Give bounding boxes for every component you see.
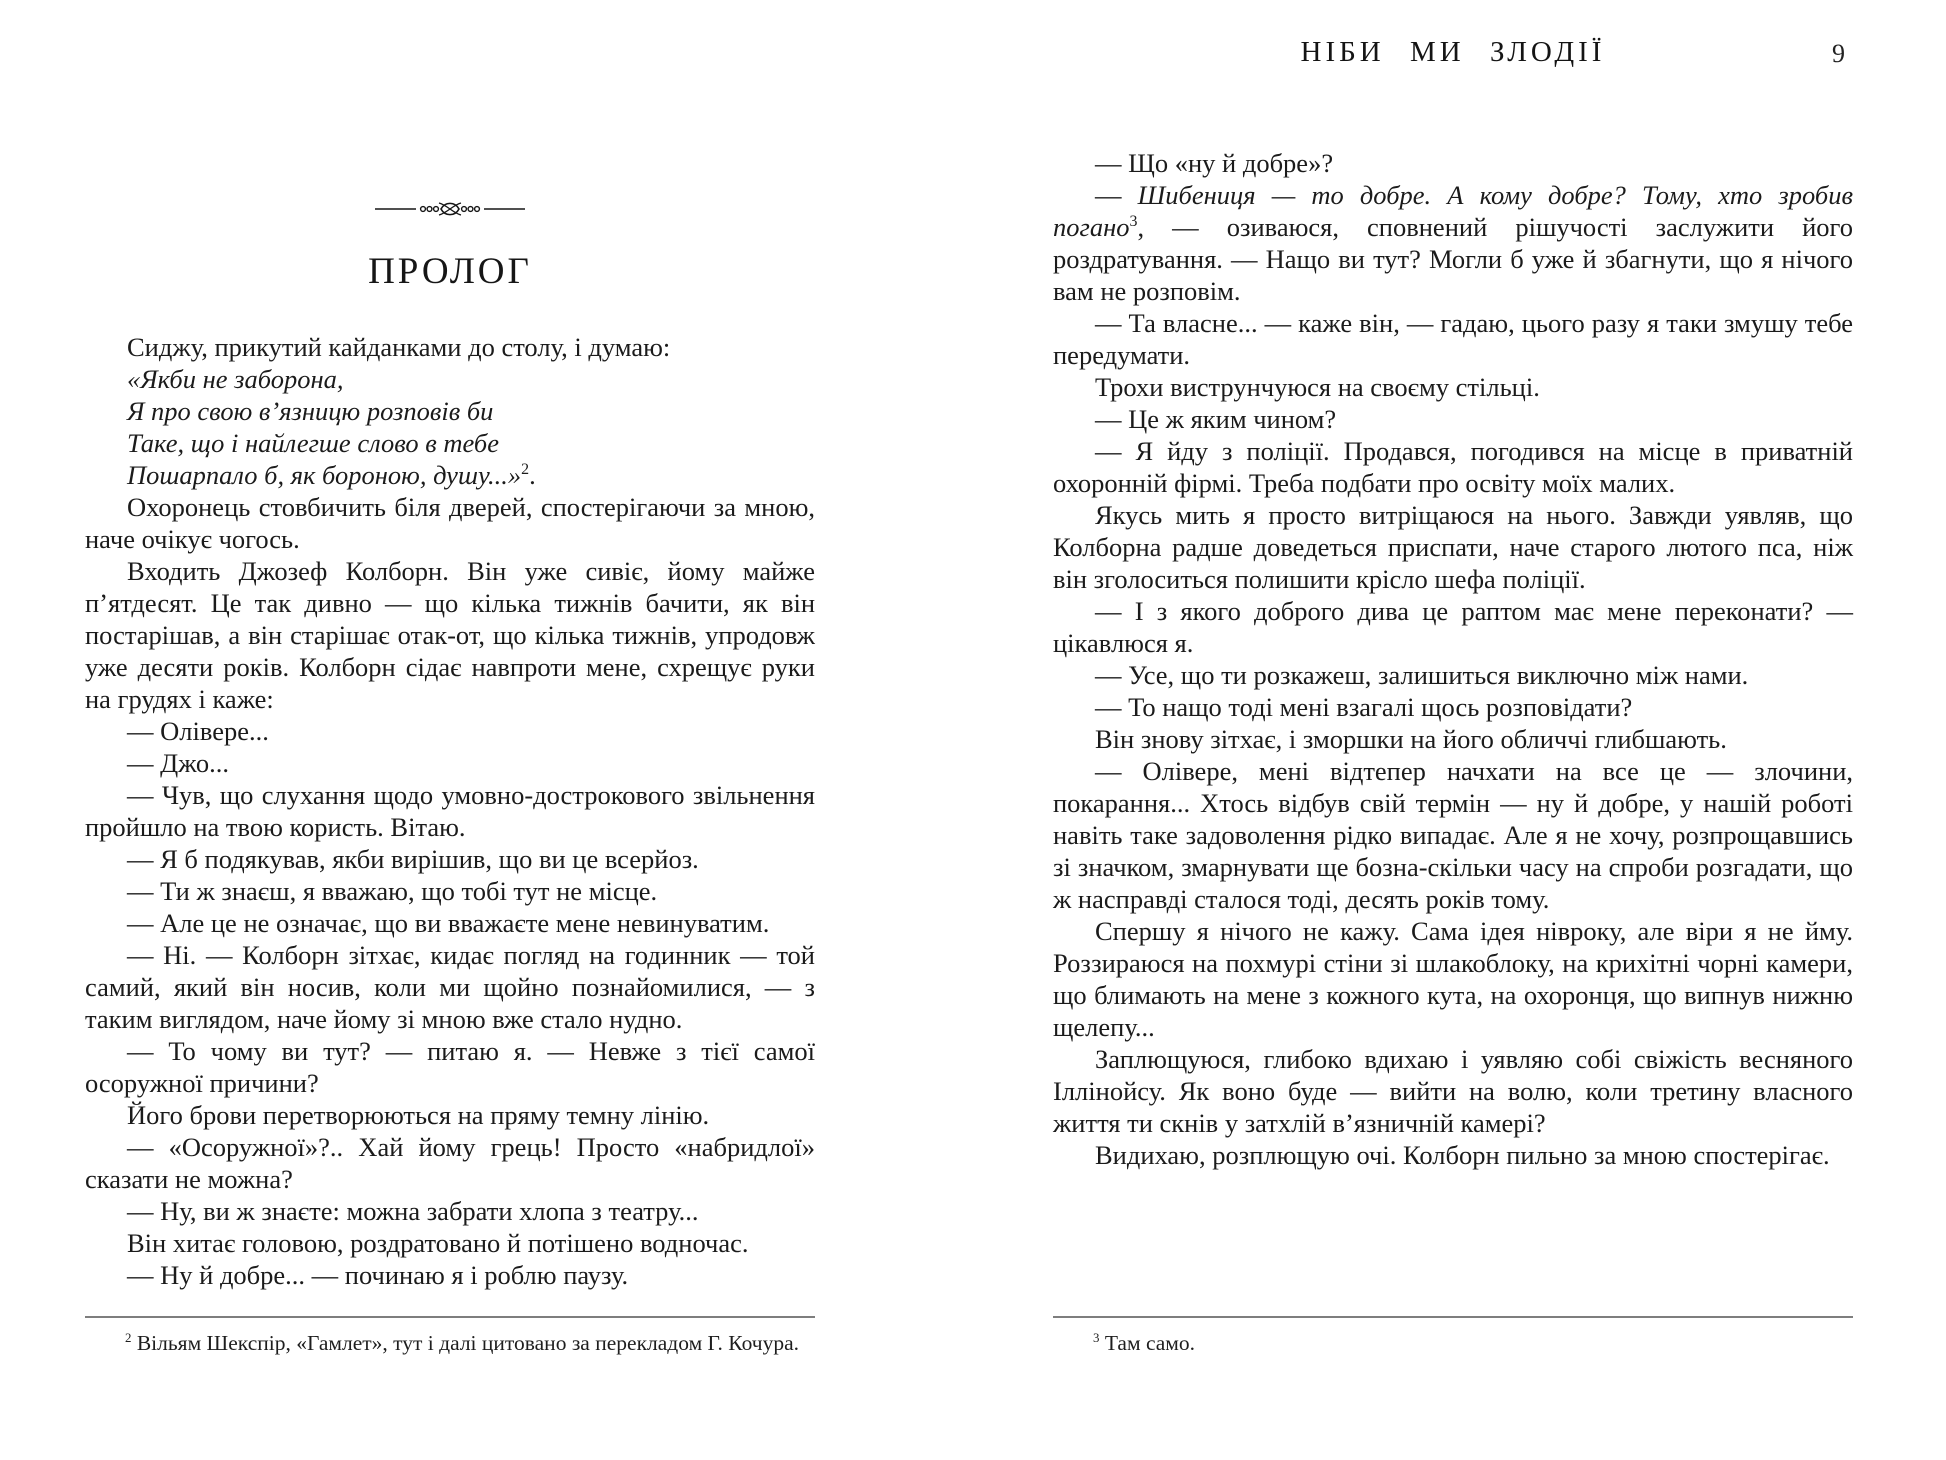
text-run: — Але це не означає, що ви вважаєте мене невинуватим. (127, 908, 770, 938)
paragraph (85, 747, 815, 779)
paragraph (1053, 371, 1853, 403)
right-page-text (1053, 147, 1853, 1171)
paragraph (85, 491, 815, 555)
paragraph (1053, 595, 1853, 659)
text-run: Спершу я нічого не кажу. Сама ідея нівроку, але віри я не йму. Роззираюся на похмурі стіни зі шлакоблоку, на крихітні чорні камери, що блимають на мене з кожного кута, на охоронця, що випнув нижню щелепу... (1053, 916, 1853, 1042)
text-run: Він знову зітхає, і зморшки на його обличчі глибшають. (1095, 724, 1727, 754)
text-run: — Олівере, мені відтепер начхати на все це — злочини, покарання... Хтось відбув свій термін — ну й добре, у нашій роботі навіть таке задоволення рідко випадає. Але я не хочу, розпрощавшись зі значком, змарнувати ще бозна-скільки часу на спроби розгадати, що ж насправді сталося тоді, десять років тому. (1053, 756, 1853, 914)
text-run: Трохи виструнчуюся на своєму стільці. (1095, 372, 1540, 402)
paragraph (85, 555, 815, 715)
paragraph (85, 331, 815, 363)
footnote (85, 1330, 815, 1356)
left-page-text (85, 331, 815, 1291)
text-run: — Ну, ви ж знаєте: можна забрати хлопа з театру... (127, 1196, 699, 1226)
paragraph (85, 1195, 815, 1227)
paragraph (1053, 179, 1853, 307)
paragraph (85, 1131, 815, 1195)
verse-line (85, 395, 815, 427)
text-run: — (1095, 180, 1138, 210)
text-run: . (529, 460, 536, 490)
text-run: — Я йду з поліції. Продався, погодився на місце в приватній охоронній фірмі. Треба подбати про освіту моїх малих. (1053, 436, 1853, 498)
footnote-marker: 3 (1093, 1330, 1100, 1345)
text-run: — Я б подякував, якби вирішив, що ви це всерйоз. (127, 844, 699, 874)
paragraph (85, 875, 815, 907)
italic-text: Пошарпало б, як бороною, душу...» (127, 460, 522, 490)
paragraph (1053, 499, 1853, 595)
paragraph (85, 939, 815, 1035)
text-run: — «Осоружної»?.. Хай йому грець! Просто «набридлої» сказати не можна? (85, 1132, 815, 1194)
paragraph (1053, 691, 1853, 723)
text-run: — Олівере... (127, 716, 269, 746)
paragraph (85, 1259, 815, 1291)
verse-line (85, 427, 815, 459)
paragraph (1053, 1043, 1853, 1139)
text-run: — Що «ну й добре»? (1095, 148, 1334, 178)
running-title: НІБИ МИ ЗЛОДІЇ (1300, 36, 1606, 68)
text-run: Його брови перетворюються на пряму темну лінію. (127, 1100, 710, 1130)
text-run: Він хитає головою, роздратовано й потішено водночас. (127, 1228, 749, 1258)
paragraph (1053, 723, 1853, 755)
footnote-text: Там само. (1104, 1331, 1196, 1355)
page-number: 9 (1832, 39, 1845, 68)
paragraph (1053, 435, 1853, 499)
italic-text: Шибениця — то добре. А кому добре? Тому, хто зробив погано (1053, 180, 1853, 242)
paragraph (85, 907, 815, 939)
text-run: — Та власне... — каже він, — гадаю, цього разу я таки змушу тебе передумати. (1053, 308, 1853, 370)
italic-text: Таке, що і найлегше слово в тебе (127, 428, 500, 458)
paragraph (85, 1227, 815, 1259)
text-run: Якусь мить я просто витріщаюся на нього. Завжди уявляв, що Колборна радше доведеться приспати, наче старого лютого пса, ніж він зголоситься полишити крісло шефа поліції. (1053, 500, 1853, 594)
verse-line (85, 363, 815, 395)
paragraph (1053, 755, 1853, 915)
footnote (1053, 1330, 1853, 1356)
text-run: Сиджу, прикутий кайданками до столу, і думаю: (127, 332, 671, 362)
paragraph (1053, 147, 1853, 179)
paragraph (85, 1035, 815, 1099)
footnote-ref: 3 (1129, 213, 1138, 231)
footnote-ref: 2 (521, 461, 530, 479)
text-run: Охоронець стовбичить біля дверей, спостерігаючи за мною, наче очікує чогось. (85, 492, 815, 554)
right-page (1053, 0, 1853, 1460)
text-run: Видихаю, розплющую очі. Колборн пильно за мною спостерігає. (1095, 1140, 1830, 1170)
text-run: Заплющуюся, глибоко вдихаю і уявляю собі свіжість весняного Іллінойсу. Як воно буде — вийти на волю, коли третину власного життя ти скнів у затхлій в’язничній камері? (1053, 1044, 1853, 1138)
text-run: , — озиваюся, сповнений рішучості заслужити його роздратування. — Нащо ви тут? Могли б уже й збагнути, що я нічого вам не розповім. (1053, 212, 1853, 306)
text-run: — Ні. — Колборн зітхає, кидає погляд на годинник — той самий, який він носив, коли ми щойно познайомилися, — з таким виглядом, наче йому зі мною вже стало нудно. (85, 940, 815, 1034)
text-run: — І з якого доброго дива це раптом має мене переконати? — цікавлюся я. (1053, 596, 1853, 658)
text-run: — Ну й добре... — починаю я і роблю паузу. (127, 1260, 629, 1290)
text-run: — То нащо тоді мені взагалі щось розповідати? (1095, 692, 1633, 722)
right-page-footnotes (1053, 1316, 1853, 1356)
paragraph (1053, 915, 1853, 1043)
text-run: — Чув, що слухання щодо умовно-дострокового звільнення пройшло на твою користь. Вітаю. (85, 780, 815, 842)
left-page-footnotes (85, 1316, 815, 1356)
paragraph (1053, 403, 1853, 435)
paragraph (85, 843, 815, 875)
text-run: — Усе, що ти розкажеш, залишиться виключно між нами. (1095, 660, 1749, 690)
paragraph (85, 1099, 815, 1131)
paragraph (1053, 1139, 1853, 1171)
text-run: — Джо... (127, 748, 229, 778)
paragraph (1053, 307, 1853, 371)
left-page (85, 0, 815, 1460)
footnote-marker: 2 (125, 1330, 132, 1345)
footnote-text: Вільям Шекспір, «Гамлет», тут і далі цитовано за перекладом Г. Кочура. (136, 1331, 799, 1355)
verse-line (85, 459, 815, 491)
chapter-title: ПРОЛОГ (368, 251, 532, 292)
divider-ornament-icon (85, 198, 815, 220)
text-run: Входить Джозеф Колборн. Він уже сивіє, йому майже п’ятдесят. Це так дивно — що кілька тижнів бачити, як він постарішав, а він старішає отак-от, що кілька тижнів, упродовж уже десяти років. Колборн сідає навпроти мене, схрещує руки на грудях і каже: (85, 556, 815, 714)
text-run: — Ти ж знаєш, я вважаю, що тобі тут не місце. (127, 876, 658, 906)
paragraph (85, 715, 815, 747)
italic-text: Я про свою в’язницю розповів би (127, 396, 494, 426)
text-run: — Це ж яким чином? (1095, 404, 1337, 434)
paragraph (1053, 659, 1853, 691)
text-run: — То чому ви тут? — питаю я. — Невже з тієї самої осоружної причини? (85, 1036, 815, 1098)
italic-text: «Якби не заборона, (127, 364, 344, 394)
paragraph (85, 779, 815, 843)
footnote-rule (1053, 1316, 1853, 1318)
footnote-rule (85, 1316, 815, 1318)
